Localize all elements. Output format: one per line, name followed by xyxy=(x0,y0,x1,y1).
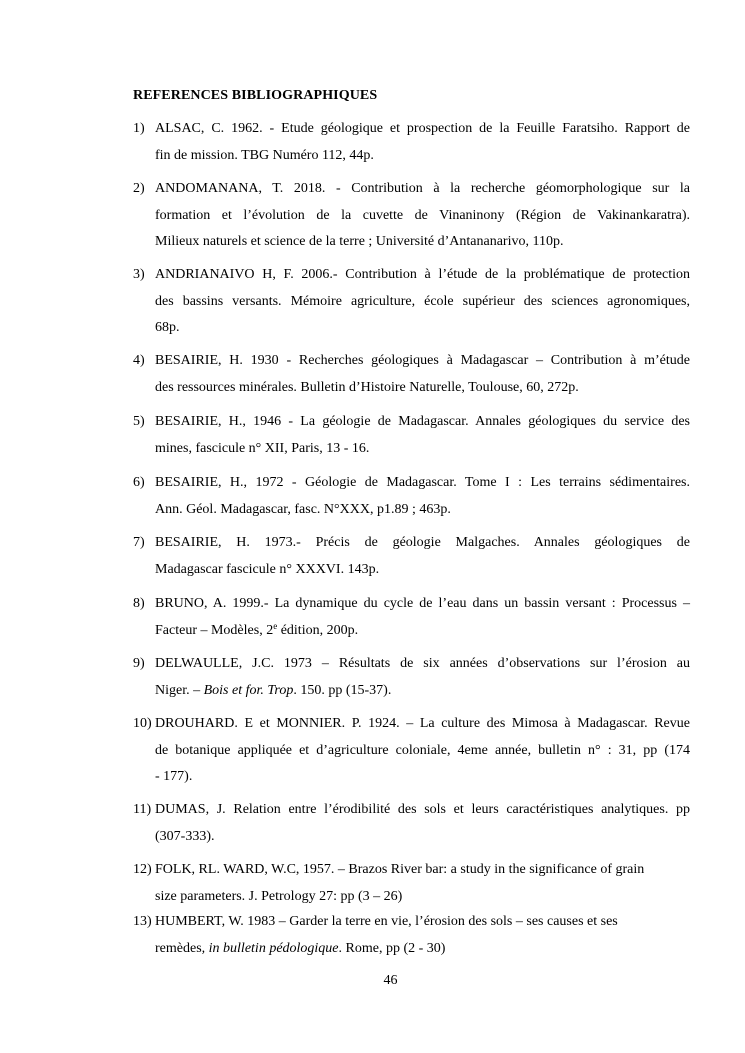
reference-line: 68p. xyxy=(155,320,180,335)
reference-text: . 150. pp (15-37). xyxy=(293,682,392,698)
journal-title: Bois et for. Trop xyxy=(203,682,294,698)
reference-line xyxy=(155,678,690,705)
reference-line: Ann. Géol. Madagascar, fasc. N°XXX, p1.89 ; 463p. xyxy=(155,501,451,517)
reference-line: DUMAS, J. Relation entre l’érodibilité des sols et leurs caractéristiques analytiques. pp xyxy=(155,802,690,817)
reference-number: 7) xyxy=(133,535,145,550)
reference-item xyxy=(133,797,690,850)
reference-item xyxy=(133,262,690,342)
reference-line: (307-333). xyxy=(155,828,215,844)
reference-line: BESAIRIE, H., 1972 - Géologie de Madagascar. Tome I : Les terrains sédimentaires. xyxy=(155,475,690,490)
reference-line: des ressources minérales. Bulletin d’Histoire Naturelle, Toulouse, 60, 272p. xyxy=(155,379,579,395)
reference-item xyxy=(133,348,690,401)
reference-line xyxy=(155,936,690,963)
reference-line: size parameters. J. Petrology 27: pp (3 – 26) xyxy=(155,888,403,904)
reference-number: 3) xyxy=(133,267,145,282)
reference-line: formation et l’évolution de la cuvette de Vinaninony (Région de Vakinankaratra). xyxy=(155,207,690,223)
reference-item xyxy=(133,409,690,462)
reference-number: 8) xyxy=(133,596,145,611)
reference-item xyxy=(133,591,690,644)
reference-item xyxy=(133,176,690,256)
reference-number: 12) xyxy=(133,862,152,877)
reference-item xyxy=(133,530,690,583)
reference-text: Niger. – xyxy=(155,682,204,698)
reference-line: de botanique appliquée et d’agriculture coloniale, 4eme année, bulletin n° : 31, pp (174 xyxy=(155,742,690,758)
bibliography-heading: REFERENCES BIBLIOGRAPHIQUES xyxy=(133,88,378,103)
journal-title: , in bulletin pédologique xyxy=(201,940,339,956)
reference-line xyxy=(155,618,690,645)
reference-number: 13) xyxy=(133,914,152,929)
reference-number: 6) xyxy=(133,475,145,490)
superscript: e xyxy=(273,620,278,631)
reference-number: 9) xyxy=(133,656,145,671)
reference-item xyxy=(133,651,690,704)
reference-number: 11) xyxy=(133,802,152,817)
reference-line: DELWAULLE, J.C. 1973 – Résultats de six années d’observations sur l’érosion au xyxy=(155,656,690,671)
reference-line: DROUHARD. E et MONNIER. P. 1924. – La culture des Mimosa à Madagascar. Revue xyxy=(155,716,690,731)
reference-line: - 177). xyxy=(155,769,193,784)
reference-text: édition, 200p. xyxy=(277,622,359,638)
reference-line: fin de mission. TBG Numéro 112, 44p. xyxy=(155,147,374,163)
reference-item xyxy=(133,116,690,169)
reference-number: 2) xyxy=(133,181,145,196)
reference-line: ANDOMANANA, T. 2018. - Contribution à la recherche géomorphologique sur la xyxy=(155,181,690,196)
reference-number: 4) xyxy=(133,353,145,368)
reference-text: Facteur – Modèles, 2 xyxy=(155,622,274,638)
reference-line: ALSAC, C. 1962. - Etude géologique et prospection de la Feuille Faratsiho. Rapport de xyxy=(155,121,690,136)
reference-item xyxy=(133,470,690,523)
reference-line: mines, fascicule n° XII, Paris, 13 - 16. xyxy=(155,440,370,456)
reference-line: BESAIRIE, H. 1973.- Précis de géologie Malgaches. Annales géologiques de xyxy=(155,535,690,550)
reference-number: 1) xyxy=(133,121,145,136)
reference-number: 5) xyxy=(133,414,145,429)
reference-number: 10) xyxy=(133,716,152,731)
page-number: 46 xyxy=(383,973,398,988)
reference-line: BESAIRIE, H., 1946 - La géologie de Madagascar. Annales géologiques du service des xyxy=(155,414,690,429)
reference-text: . Rome, pp (2 - 30) xyxy=(338,940,446,956)
reference-text: remèdes xyxy=(155,940,202,956)
reference-line: HUMBERT, W. 1983 – Garder la terre en vie, l’érosion des sols – ses causes et ses xyxy=(155,914,618,929)
reference-item xyxy=(133,909,690,962)
reference-line: Milieux naturels et science de la terre ; Université d’Antananarivo, 110p. xyxy=(155,234,564,249)
reference-item xyxy=(133,711,690,791)
reference-line: BRUNO, A. 1999.- La dynamique du cycle de l’eau dans un bassin versant : Processus – xyxy=(155,596,690,611)
reference-line: Madagascar fascicule n° XXXVI. 143p. xyxy=(155,561,380,577)
reference-line: FOLK, RL. WARD, W.C, 1957. – Brazos River bar: a study in the significance of grain xyxy=(155,862,645,877)
reference-line: des bassins versants. Mémoire agriculture, école supérieur des sciences agronomiques, xyxy=(155,293,690,309)
reference-line: ANDRIANAIVO H, F. 2006.- Contribution à l’étude de la problématique de protection xyxy=(155,267,690,282)
reference-line: BESAIRIE, H. 1930 - Recherches géologiques à Madagascar – Contribution à m’étude xyxy=(155,353,690,368)
reference-item xyxy=(133,857,690,910)
